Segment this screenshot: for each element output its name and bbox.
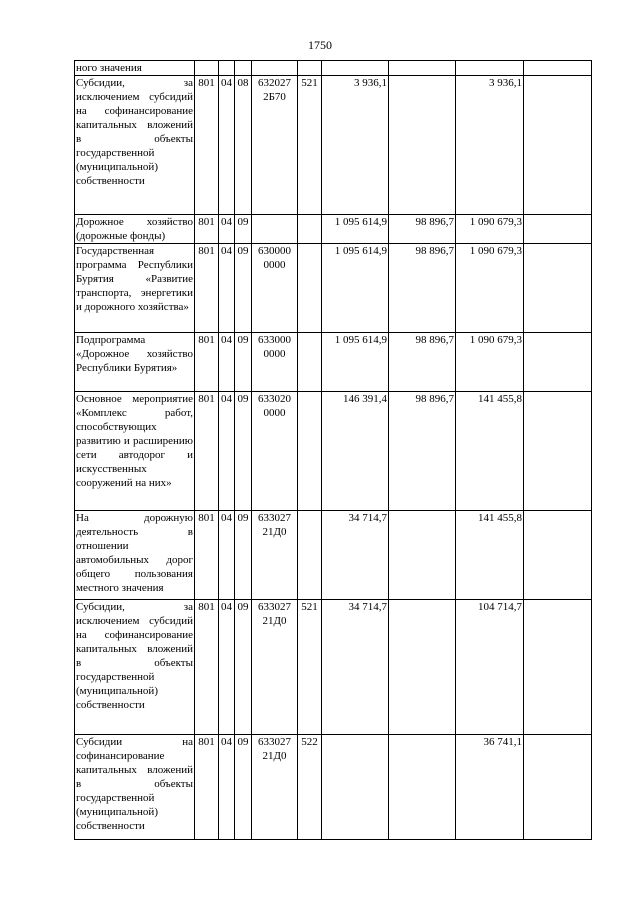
amount-total: 146 391,4: [322, 392, 389, 511]
section-code: 04: [219, 735, 235, 840]
amount-extra: [524, 392, 592, 511]
ministry-code: 801: [195, 511, 219, 600]
amount-total: [322, 61, 389, 76]
amount-total: 34 714,7: [322, 600, 389, 735]
page-number: 1750: [308, 38, 332, 52]
section-code: 04: [219, 244, 235, 333]
budget-item-name: ного значения: [75, 61, 195, 76]
ministry-code: 801: [195, 600, 219, 735]
expense-kind-code: [298, 333, 322, 392]
table-row: [75, 735, 592, 840]
amount-next: 36 741,1: [456, 735, 524, 840]
amount-extra: [524, 511, 592, 600]
amount-next: 1 090 679,3: [456, 333, 524, 392]
amount-extra: [524, 61, 592, 76]
section-code: 04: [219, 333, 235, 392]
amount-federal: [389, 76, 456, 215]
amount-total: 1 095 614,9: [322, 215, 389, 244]
table-row: [75, 392, 592, 511]
amount-next: 141 455,8: [456, 392, 524, 511]
target-article-code: 633027 21Д0: [252, 600, 298, 735]
subsection-code: 09: [235, 600, 252, 735]
amount-next: 1 090 679,3: [456, 244, 524, 333]
target-article-code: [252, 215, 298, 244]
budget-item-name: Субсидии, за исключением субсидий на софинансирование капитальных вложений в объекты государственной (муниципальной) собственности: [75, 600, 195, 735]
expense-kind-code: [298, 244, 322, 333]
expense-kind-code: 521: [298, 600, 322, 735]
subsection-code: 09: [235, 333, 252, 392]
amount-total: 34 714,7: [322, 511, 389, 600]
expense-kind-code: [298, 392, 322, 511]
subsection-code: [235, 61, 252, 76]
section-code: 04: [219, 215, 235, 244]
budget-item-name: Субсидии, за исключением субсидий на софинансирование капитальных вложений в объекты государственной (муниципальной) собственности: [75, 76, 195, 215]
expense-kind-code: 521: [298, 76, 322, 215]
subsection-code: 09: [235, 244, 252, 333]
ministry-code: 801: [195, 76, 219, 215]
amount-next: 1 090 679,3: [456, 215, 524, 244]
ministry-code: [195, 61, 219, 76]
target-article-code: 630000 0000: [252, 244, 298, 333]
amount-federal: [389, 600, 456, 735]
target-article-code: [252, 61, 298, 76]
section-code: 04: [219, 76, 235, 215]
budget-item-name: Подпрограмма «Дорожное хозяйство Республики Бурятия»: [75, 333, 195, 392]
ministry-code: 801: [195, 333, 219, 392]
subsection-code: 09: [235, 735, 252, 840]
subsection-code: 09: [235, 215, 252, 244]
section-code: 04: [219, 392, 235, 511]
ministry-code: 801: [195, 735, 219, 840]
table-row: [75, 76, 592, 215]
target-article-code: 632027 2Б70: [252, 76, 298, 215]
target-article-code: 633027 21Д0: [252, 735, 298, 840]
amount-federal: [389, 511, 456, 600]
section-code: 04: [219, 600, 235, 735]
table-row: [75, 511, 592, 600]
amount-total: 1 095 614,9: [322, 244, 389, 333]
section-code: [219, 61, 235, 76]
amount-next: 3 936,1: [456, 76, 524, 215]
amount-federal: 98 896,7: [389, 244, 456, 333]
target-article-code: 633020 0000: [252, 392, 298, 511]
ministry-code: 801: [195, 244, 219, 333]
table-row: [75, 215, 592, 244]
target-article-code: 633027 21Д0: [252, 511, 298, 600]
budget-item-name: Дорожное хозяйство (дорожные фонды): [76, 216, 193, 242]
amount-federal: [389, 61, 456, 76]
budget-item-name: На дорожную деятельность в отношении автомобильных дорог общего пользования местного значения: [75, 511, 195, 600]
amount-extra: [524, 244, 592, 333]
section-code: 04: [219, 511, 235, 600]
subsection-code: 08: [235, 76, 252, 215]
subsection-code: 09: [235, 511, 252, 600]
table-row: [75, 61, 592, 76]
amount-federal: [389, 735, 456, 840]
amount-total: 1 095 614,9: [322, 333, 389, 392]
ministry-code: 801: [195, 215, 219, 244]
amount-federal: 98 896,7: [389, 333, 456, 392]
budget-item-name: Государственная программа Республики Бурятия «Развитие транспорта, энергетики и дорожного хозяйства»: [75, 244, 195, 333]
amount-extra: [524, 215, 592, 244]
subsection-code: 09: [235, 392, 252, 511]
ministry-code: 801: [195, 392, 219, 511]
budget-item-name: Основное мероприятие «Комплекс работ, способствующих развитию и расширению сети автодорог и искусственных сооружений на них»: [75, 392, 195, 511]
amount-total: 3 936,1: [322, 76, 389, 215]
amount-extra: [524, 600, 592, 735]
target-article-code: 633000 0000: [252, 333, 298, 392]
amount-extra: [524, 333, 592, 392]
budget-item-name: Субсидии на софинансирование капитальных вложений в объекты государственной (муниципальной) собственности: [75, 735, 195, 840]
table-row: [75, 600, 592, 735]
amount-federal: 98 896,7: [389, 392, 456, 511]
amount-total: [322, 735, 389, 840]
expense-kind-code: [298, 61, 322, 76]
amount-extra: [524, 76, 592, 215]
table-row: [75, 244, 592, 333]
budget-table: [74, 60, 592, 840]
expense-kind-code: [298, 215, 322, 244]
amount-federal: 98 896,7: [389, 215, 456, 244]
amount-extra: [524, 735, 592, 840]
amount-next: 141 455,8: [456, 511, 524, 600]
amount-next: [456, 61, 524, 76]
expense-kind-code: 522: [298, 735, 322, 840]
table-row: [75, 333, 592, 392]
amount-next: 104 714,7: [456, 600, 524, 735]
expense-kind-code: [298, 511, 322, 600]
